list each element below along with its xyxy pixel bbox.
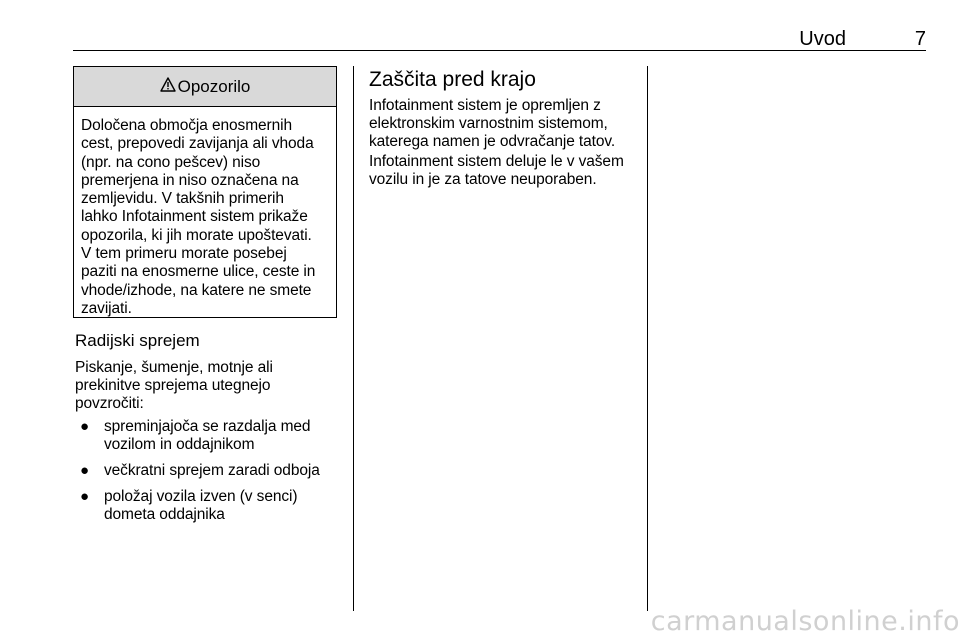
header-title: Uvod — [799, 28, 846, 50]
warning-text: Določena območja enosmernih cest, prepovedi zavijanja ali vhoda (npr. na cono pešcev) niso premerjena in niso označena na zemljevidu. V takšnih primerih lahko Infotainment sistem prikaže opozorila, ki jih morate upoštevati. V tem primeru morate posebej paziti na enosmerne ulice, ceste in vhode/izhode, na katere ne smete zavijati. — [81, 117, 316, 317]
header-rule — [73, 50, 926, 51]
radio-intro: Piskanje, šumenje, motnje ali prekinitve sprejema utegnejo povzročiti: — [75, 359, 273, 412]
warning-header — [74, 67, 336, 107]
column-divider-left — [353, 66, 354, 611]
theft-paragraph-2: Infotainment sistem deluje le v vašem vozilu in je za tatove neuporaben. — [369, 153, 624, 188]
warning-triangle-icon — [160, 77, 176, 97]
warning-title: Opozorilo — [177, 76, 251, 96]
list-item-text: položaj vozila izven (v senci) dometa oddajnika — [104, 488, 298, 523]
bullet-icon: ● — [80, 462, 89, 479]
list-item — [75, 462, 345, 480]
list-item — [75, 418, 345, 454]
list-item — [75, 488, 345, 524]
theft-paragraph-1: Infotainment sistem je opremljen z elektronskim varnostnim sistemom, katerega namen je odvračanje tatov. — [369, 97, 616, 150]
list-item-text: večkratni sprejem zaradi odboja — [104, 462, 320, 479]
radio-bullet-list — [75, 418, 345, 532]
bullet-icon: ● — [80, 488, 89, 505]
radio-heading: Radijski sprejem — [75, 331, 200, 350]
warning-box — [73, 66, 337, 318]
bullet-icon: ● — [80, 418, 89, 435]
theft-heading: Zaščita pred krajo — [369, 68, 536, 91]
column-divider-right — [647, 66, 648, 611]
list-item-text: spreminjajoča se razdalja med vozilom in oddajnikom — [104, 418, 311, 453]
page-number: 7 — [914, 28, 926, 50]
watermark: carmanualsonline.info — [650, 606, 960, 637]
